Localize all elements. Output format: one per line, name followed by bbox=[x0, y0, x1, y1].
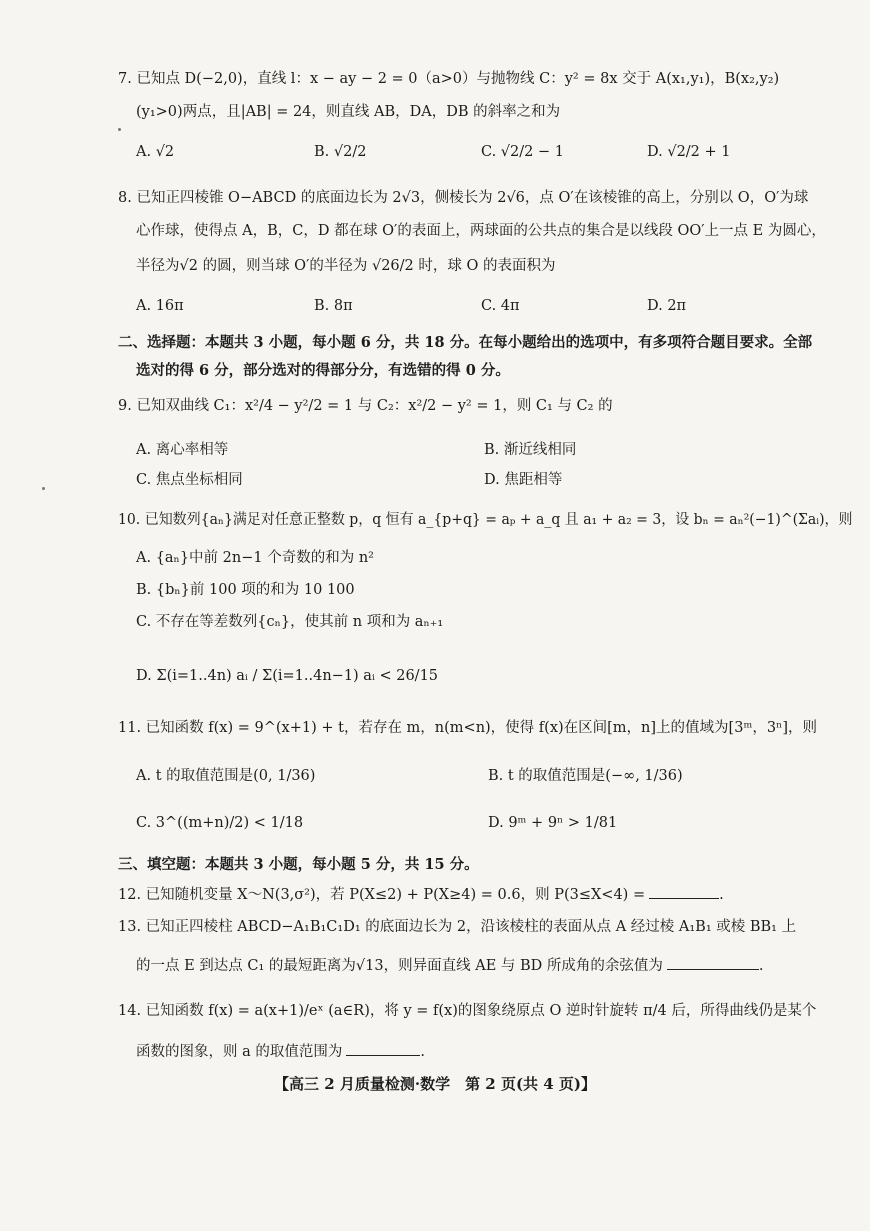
q12-line: 12. 已知随机变量 X～N(3,σ²)，若 P(X≤2) + P(X≥4) = 0.6，则 P(3≤X<4) = . bbox=[118, 887, 724, 903]
q11-option-d: D. 9ᵐ + 9ⁿ > 1/81 bbox=[488, 815, 618, 831]
q14-line2: 函数的图象，则 a 的取值范围为 bbox=[136, 1044, 343, 1060]
q13-line2: 的一点 E 到达点 C₁ 的最短距离为√13，则异面直线 AE 与 BD 所成角的余弦值为 bbox=[136, 958, 663, 974]
q13-line2-wrap: 的一点 E 到达点 C₁ 的最短距离为√13，则异面直线 AE 与 BD 所成角的余弦值为 . bbox=[136, 958, 764, 974]
q14-answer-blank[interactable] bbox=[346, 1043, 420, 1056]
q13-answer-blank[interactable] bbox=[667, 957, 759, 970]
q14-line2-wrap: 函数的图象，则 a 的取值范围为 . bbox=[136, 1044, 425, 1060]
section3-heading: 三、填空题：本题共 3 小题，每小题 5 分，共 15 分。 bbox=[118, 856, 479, 873]
scan-speck bbox=[118, 128, 121, 131]
q8-option-c: C. 4π bbox=[481, 298, 520, 314]
page-footer: 【高三 2 月质量检测·数学 第 2 页(共 4 页)】 bbox=[273, 1075, 597, 1093]
section2-heading-line2: 选对的得 6 分，部分选对的得部分分，有选错的得 0 分。 bbox=[136, 362, 510, 379]
q11-option-c: C. 3^((m+n)/2) < 1/18 bbox=[136, 815, 304, 831]
q9-option-b: B. 渐近线相同 bbox=[484, 442, 577, 458]
q7-option-d: D. √2/2 + 1 bbox=[647, 144, 731, 160]
q12-text: 12. 已知随机变量 X～N(3,σ²)，若 P(X≤2) + P(X≥4) = 0.6，则 P(3≤X<4) = bbox=[118, 887, 646, 903]
q7-line2: (y₁>0)两点，且|AB| = 24，则直线 AB，DA，DB 的斜率之和为 bbox=[136, 104, 561, 120]
q12-answer-blank[interactable] bbox=[649, 886, 719, 899]
q7-option-a: A. √2 bbox=[136, 144, 175, 160]
q8-option-d: D. 2π bbox=[647, 298, 687, 314]
q7-option-c: C. √2/2 − 1 bbox=[481, 144, 564, 160]
q10-stem: 10. 已知数列{aₙ}满足对任意正整数 p，q 恒有 a_{p+q} = aₚ + a_q 且 a₁ + a₂ = 3，设 bₙ = aₙ²(−1)^(Σaᵢ)，则 bbox=[118, 512, 853, 528]
q10-option-d: D. Σ(i=1..4n) aᵢ / Σ(i=1..4n−1) aᵢ < 26/15 bbox=[136, 668, 439, 684]
q9-option-c: C. 焦点坐标相同 bbox=[136, 472, 243, 488]
q8-line3: 半径为√2 的圆，则当球 O′的半径为 √26/2 时，球 O 的表面积为 bbox=[136, 258, 556, 274]
q10-option-b: B. {bₙ}前 100 项的和为 10 100 bbox=[136, 582, 355, 598]
scan-speck bbox=[42, 487, 45, 490]
q10-option-c: C. 不存在等差数列{cₙ}，使其前 n 项和为 aₙ₊₁ bbox=[136, 614, 444, 630]
q11-stem: 11. 已知函数 f(x) = 9^(x+1) + t，若存在 m，n(m<n)，使得 f(x)在区间[m，n]上的值域为[3ᵐ，3ⁿ]，则 bbox=[118, 720, 817, 736]
q7-line1: 7. 已知点 D(−2,0)，直线 l：x − ay − 2 = 0（a>0）与抛物线 C：y² = 8x 交于 A(x₁,y₁)，B(x₂,y₂) bbox=[118, 71, 780, 87]
q11-option-a: A. t 的取值范围是(0, 1/36) bbox=[136, 768, 316, 784]
q9-option-d: D. 焦距相等 bbox=[484, 472, 563, 488]
q10-option-a: A. {aₙ}中前 2n−1 个奇数的和为 n² bbox=[136, 550, 374, 566]
q9-stem: 9. 已知双曲线 C₁：x²/4 − y²/2 = 1 与 C₂：x²/2 − y² = 1，则 C₁ 与 C₂ 的 bbox=[118, 398, 613, 414]
q13-line1: 13. 已知正四棱柱 ABCD−A₁B₁C₁D₁ 的底面边长为 2，沿该棱柱的表面从点 A 经过棱 A₁B₁ 或棱 BB₁ 上 bbox=[118, 919, 797, 935]
q9-option-a: A. 离心率相等 bbox=[136, 442, 229, 458]
q11-option-b: B. t 的取值范围是(−∞, 1/36) bbox=[488, 768, 683, 784]
q8-line1: 8. 已知正四棱锥 O−ABCD 的底面边长为 2√3，侧棱长为 2√6，点 O′在该棱锥的高上，分别以 O，O′为球 bbox=[118, 190, 809, 206]
q8-option-b: B. 8π bbox=[314, 298, 353, 314]
section2-heading-line1: 二、选择题：本题共 3 小题，每小题 6 分，共 18 分。在每小题给出的选项中，有多项符合题目要求。全部 bbox=[118, 334, 813, 351]
q8-option-a: A. 16π bbox=[136, 298, 184, 314]
q8-line2: 心作球，使得点 A，B，C，D 都在球 O′的表面上，两球面的公共点的集合是以线段 OO′上一点 E 为圆心， bbox=[136, 223, 826, 239]
q7-option-b: B. √2/2 bbox=[314, 144, 367, 160]
q14-line1: 14. 已知函数 f(x) = a(x+1)/eˣ (a∈R)，将 y = f(x)的图象绕原点 O 逆时针旋转 π/4 后，所得曲线仍是某个 bbox=[118, 1003, 817, 1019]
